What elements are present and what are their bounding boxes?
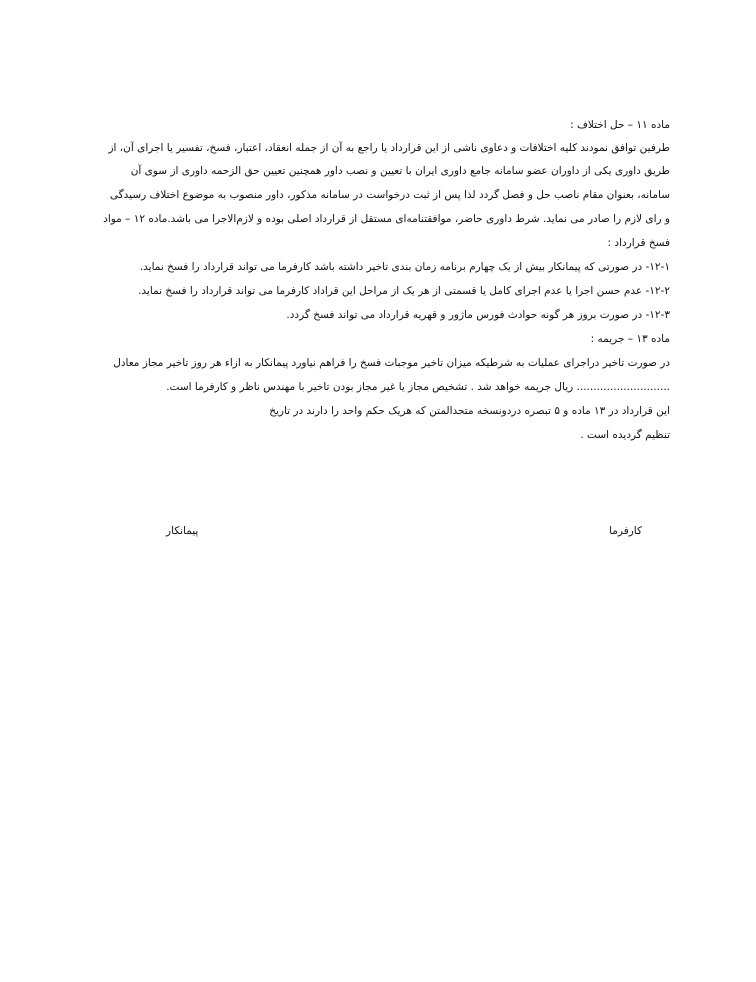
employer-signature-label: کارفرما: [609, 525, 642, 537]
paragraph-line: در صورت تاخیر دراجرای عملیات به شرطیکه میزان تاخیر موجبات فسخ را فراهم نیاورد پیمانکار به ازاء هر روز تاخیر مجاز معادل: [113, 357, 670, 369]
article-13-heading: ماده ۱۳ – جریمه :: [590, 333, 670, 345]
paragraph-line: و رای لازم را صادر می نماید. شرط داوری حاضر، موافقتنامه‌ای مستقل از قرارداد اصلی بوده و لازم‌الاجرا می باشد.ماده ۱۲ – مواد: [103, 213, 670, 225]
clause-12-2: ۱۲-۲- عدم حسن اجرا یا عدم اجرای کامل یا قسمتی از هر یک از مراحل این قراداد کارفرما می تواند قرارداد را فسخ نماید.: [138, 285, 670, 297]
paragraph-line: این قرارداد در ۱۳ ماده و ۵ تبصره دردونسخه متحدالمتن که هریک حکم واحد را دارند در تاریخ: [269, 405, 670, 417]
paragraph-line: طرفین توافق نمودند کلیه اختلافات و دعاوی ناشی از این قرارداد یا راجع به آن از جمله انعقاد، اعتبار، فسخ، تفسیر یا اجرای آن، از: [108, 142, 670, 154]
paragraph-line: طریق داوری یکی از داوران عضو سامانه جامع داوری ایران با تعیین و نصب داور همچنین تعیین حق الزحمه داوری از سوی آن: [130, 165, 670, 177]
clause-12-3: ۱۲-۳- در صورت بروز هر گونه حوادث فورس ماژور و قهریه قرارداد می تواند فسخ گردد.: [286, 309, 670, 321]
contractor-signature-label: پیمانکار: [166, 525, 199, 537]
article-11-heading: ماده ۱۱ – حل اختلاف :: [570, 119, 670, 131]
paragraph-line: سامانه، بعنوان مقام ناصب حل و فصل گردد لذا پس از ثبت درخواست در سامانه مذکور، داور منصوب به موضوع اختلاف رسیدگی: [109, 189, 670, 201]
termination-heading: فسخ قرارداد :: [607, 237, 670, 249]
paragraph-line: ............................ ریال جریمه خواهد شد . تشخیص مجاز یا غیر مجاز بودن تاخیر با مهندس ناظر و کارفرما است.: [166, 381, 670, 393]
paragraph-line: تنظیم گردیده است .: [580, 429, 670, 441]
clause-12-1: ۱۲-۱- در صورتی که پیمانکار بیش از یک چهارم برنامه زمان بندی تاخیر داشته باشد کارفرما می تواند قرارداد را فسخ نماید.: [139, 261, 670, 273]
